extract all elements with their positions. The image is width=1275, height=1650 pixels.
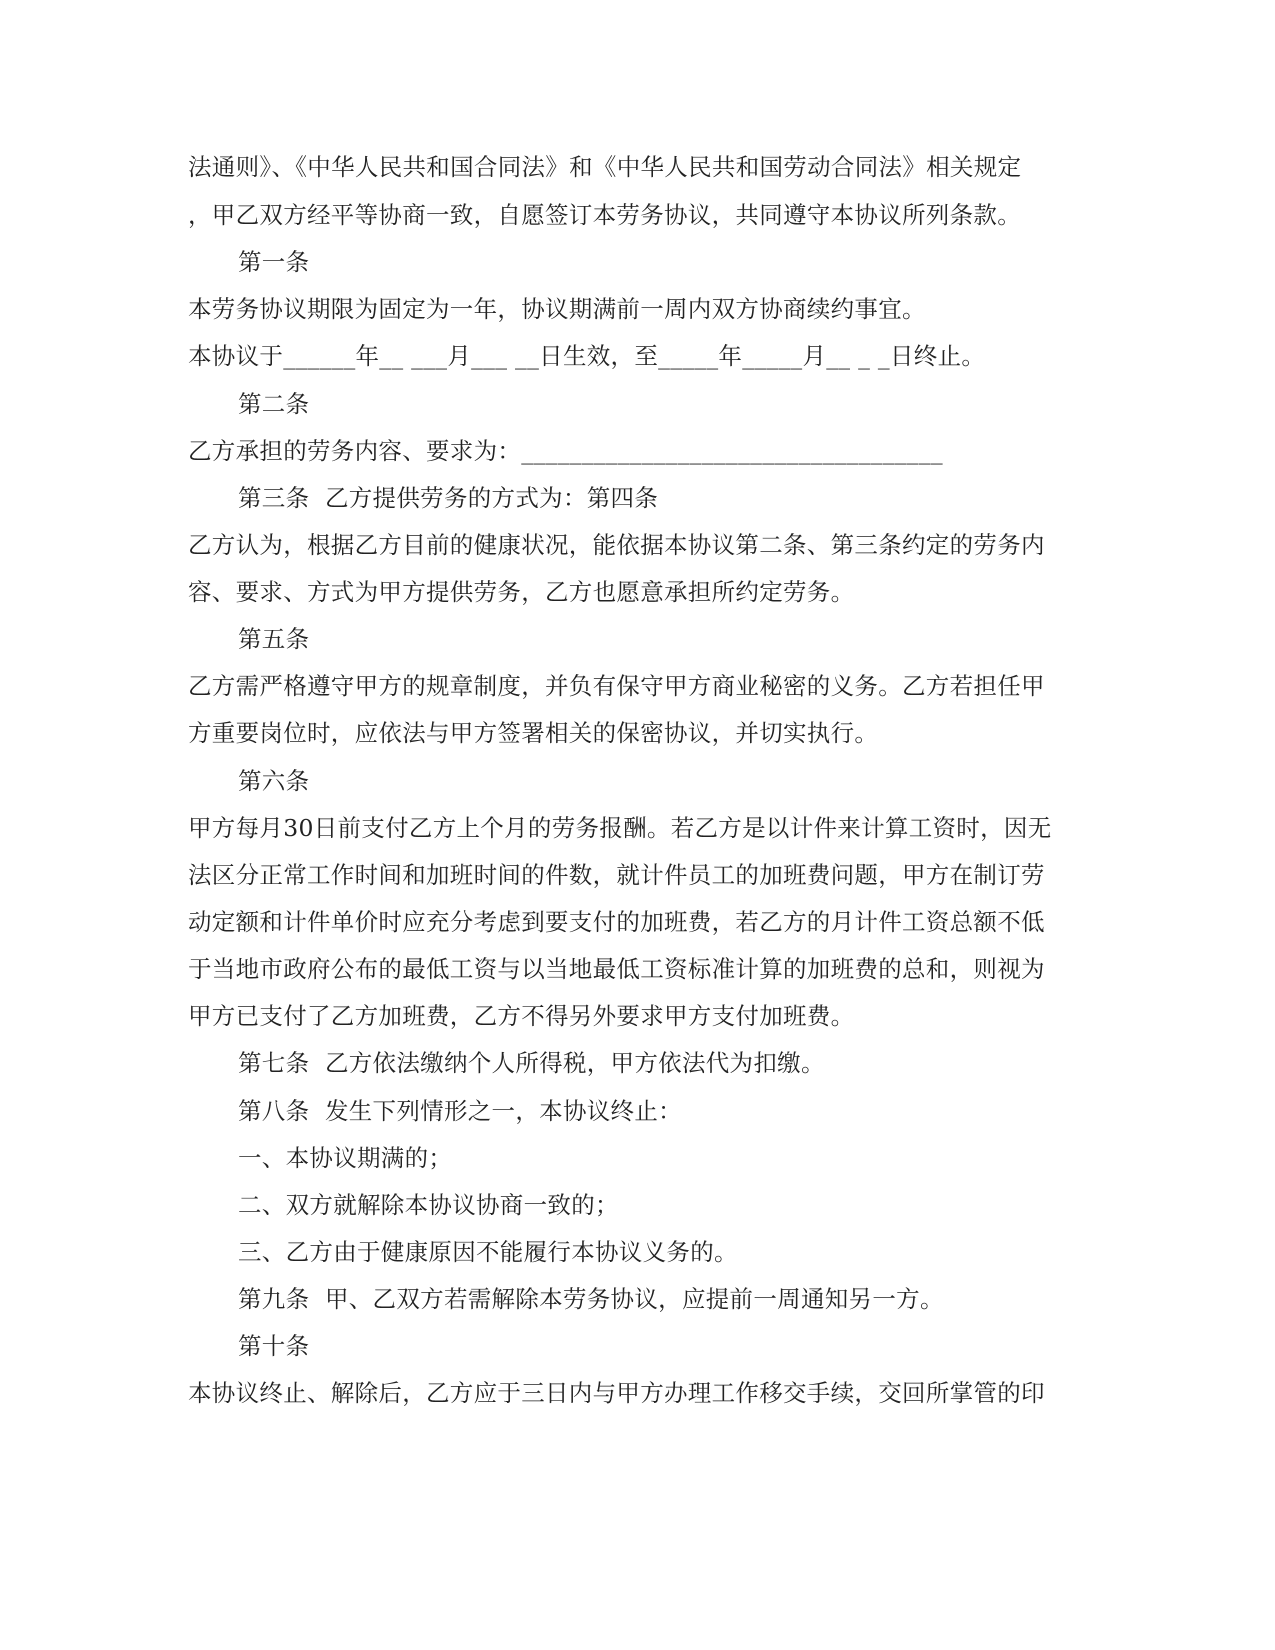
text-line: 本协议终止、解除后，乙方应于三日内与甲方办理工作移交手续，交回所掌管的印 — [188, 1379, 1045, 1407]
article-heading: 第六条 — [238, 767, 310, 795]
article-heading: 第十条 — [238, 1332, 310, 1360]
text-line: 乙方承担的劳务内容、要求为：___________________________________ — [188, 437, 943, 465]
article-heading: 第一条 — [238, 248, 310, 276]
article-heading: 第三条 乙方提供劳务的方式为：第四条 — [238, 484, 659, 512]
article-heading: 第九条 甲、乙双方若需解除本劳务协议，应提前一周通知另一方。 — [238, 1285, 944, 1313]
list-item: 一、本协议期满的； — [238, 1144, 453, 1172]
text-line: 本劳务协议期限为固定为一年，协议期满前一周内双方协商续约事宜。 — [188, 295, 926, 323]
text-line: 容、要求、方式为甲方提供劳务，乙方也愿意承担所约定劳务。 — [188, 578, 855, 606]
text-line: 乙方认为，根据乙方目前的健康状况，能依据本协议第二条、第三条约定的劳务内 — [188, 531, 1045, 559]
text-line: 方重要岗位时，应依法与甲方签署相关的保密协议，并切实执行。 — [188, 719, 879, 747]
text-line: 法通则》、《中华人民共和国合同法》和《中华人民共和国劳动合同法》相关规定 — [188, 153, 1022, 181]
text-line: 动定额和计件单价时应充分考虑到要支付的加班费，若乙方的月计件工资总额不低 — [188, 908, 1045, 936]
text-line: 于当地市政府公布的最低工资与以当地最低工资标准计算的加班费的总和，则视为 — [188, 955, 1045, 983]
article-heading: 第二条 — [238, 390, 310, 418]
list-item: 三、乙方由于健康原因不能履行本协议义务的。 — [238, 1238, 738, 1266]
article-heading: 第八条 发生下列情形之一，本协议终止： — [238, 1097, 682, 1125]
article-heading: 第七条 乙方依法缴纳个人所得税，甲方依法代为扣缴。 — [238, 1049, 825, 1077]
article-heading: 第五条 — [238, 625, 310, 653]
text-line: 法区分正常工作时间和加班时间的件数，就计件员工的加班费问题，甲方在制订劳 — [188, 861, 1045, 889]
text-line: 乙方需严格遵守甲方的规章制度，并负有保守甲方商业秘密的义务。乙方若担任甲 — [188, 672, 1045, 700]
text-line: 本协议于______年__ ___月___ __日生效，至_____年_____月__ _ _日终止。 — [188, 342, 986, 370]
text-line: ，甲乙双方经平等协商一致，自愿签订本劳务协议，共同遵守本协议所列条款。 — [188, 201, 1021, 229]
text-line: 甲方已支付了乙方加班费，乙方不得另外要求甲方支付加班费。 — [188, 1002, 855, 1030]
list-item: 二、双方就解除本协议协商一致的； — [238, 1191, 619, 1219]
text-line: 甲方每月30日前支付乙方上个月的劳务报酬。若乙方是以计件来计算工资时，因无 — [188, 814, 1052, 842]
